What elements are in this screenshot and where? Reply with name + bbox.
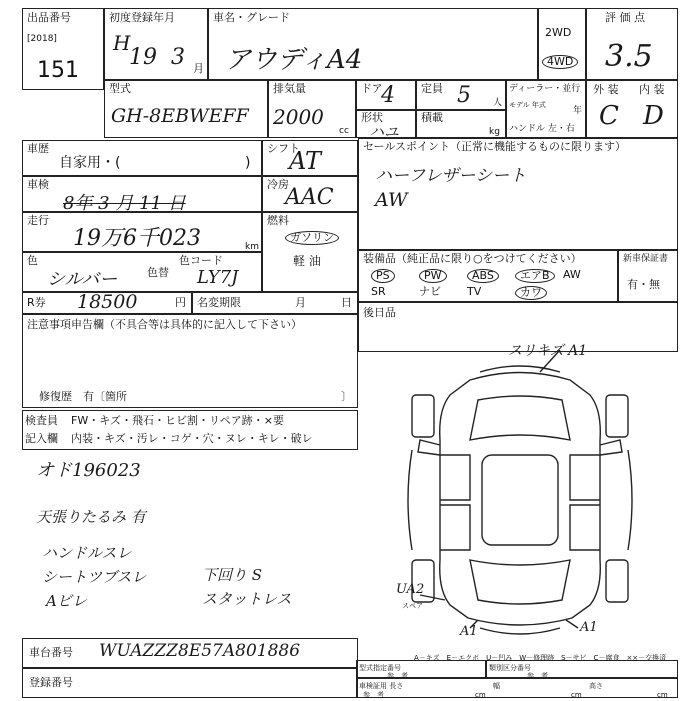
sales-line-2: AW [375, 189, 408, 211]
grade-value: 3.5 [605, 39, 653, 74]
year-bracket: [2018] [27, 34, 57, 44]
diagram-legend: A－キズ E－エクボ U－凹み W－修理跡 S－サビ C－腐食 ××－交換済 [414, 654, 667, 662]
note-handle: ハンドルスレ [42, 544, 132, 562]
shift-value: AT [289, 147, 322, 175]
category-label: 類別区分番号 [489, 664, 531, 672]
equipment-item: AW [563, 268, 581, 281]
recycle-unit: 円 [175, 296, 186, 309]
name-change-label: 名変期限 [197, 296, 241, 309]
capacity-unit: 人 [493, 98, 503, 108]
disp-value: 2000 [273, 105, 324, 129]
month-unit: 月 [193, 62, 204, 75]
color-code-value: LY7J [197, 267, 239, 288]
type-label: 型式 [109, 82, 131, 95]
height-cm: cm [657, 691, 668, 699]
inspector-label-2: 記入欄 [25, 432, 58, 445]
equipment-item: SR [371, 285, 386, 298]
month-label: 月 [295, 296, 306, 309]
inspector-label-1: 検査員 [25, 414, 58, 427]
length-cm: cm [475, 691, 486, 699]
length-label: 車検証用 長さ [359, 682, 404, 690]
diagram-ua2: UA2 [396, 582, 425, 597]
cert-box [356, 660, 486, 678]
note-studless: スタットレス [202, 590, 292, 608]
chassis-box [22, 638, 358, 668]
reg-box [22, 668, 358, 698]
shape-value: ハユ [369, 123, 400, 141]
note-underbody: 下回り S [202, 566, 263, 584]
diagram-a1-right: A1 [580, 620, 598, 635]
fuel-label: 燃料 [267, 214, 289, 227]
inspector-line-1: FW・キズ・飛石・ヒビ割・リペア跡・×要 [71, 414, 284, 427]
width-label: 幅 [493, 682, 500, 690]
exterior-label: 外 装 [593, 83, 619, 96]
first-reg-label: 初度登録年月 [109, 11, 175, 24]
equipment-item: カワ [515, 286, 547, 300]
type-value: GH-8EBWEFF [111, 105, 249, 127]
color-value: シルバー [47, 269, 118, 290]
disp-unit: cc [339, 126, 349, 136]
shaken-value: 8年 3 月 11 日 [63, 193, 186, 214]
equipment-item: TV [467, 285, 482, 298]
capacity-label: 定員 [421, 82, 443, 95]
mileage-value: 19万6千023 [73, 226, 201, 251]
cert-sub: 参 考 [387, 672, 408, 680]
shift-label: シフト [267, 142, 300, 155]
fuel-alt: 軽 油 [293, 254, 321, 268]
model-label: 車名・グレード [213, 11, 290, 24]
exterior-grade: C [599, 101, 619, 131]
equipment-label: 装備品（純正品に限り○をつけてください） [363, 252, 582, 265]
repair-label: 修復歴 有〔箇所 [39, 390, 127, 403]
doors-label: ドア [361, 82, 383, 95]
mileage-label: 走行 [27, 214, 49, 227]
usage-value: 自家用・( [59, 155, 121, 171]
recycle-label: R券 [27, 296, 46, 309]
disp-label: 排気量 [273, 82, 306, 95]
model-year-label: モデル 年式 [509, 101, 546, 109]
usage-label: 車歴 [27, 142, 49, 155]
after-label: 後日品 [363, 306, 396, 319]
repair-close: 〕 [341, 390, 352, 403]
grade-label: 評 価 点 [605, 11, 645, 24]
declare-label: 注意事項申告欄（不具合等は具体的に記入して下さい） [27, 318, 302, 331]
note-odo: オド196023 [36, 460, 141, 481]
mileage-unit: km [245, 242, 259, 252]
equipment-item: ナビ [419, 285, 441, 298]
height-label: 高さ [589, 682, 603, 690]
load-unit: kg [489, 127, 500, 137]
recycle-value: 18500 [77, 291, 138, 313]
shaken-label: 車検 [27, 178, 49, 191]
ac-value: AAC [285, 185, 334, 210]
equipment-item: エアB [515, 269, 555, 283]
inspector-line-2: 内装・キズ・汚レ・コゲ・穴・ヌレ・キレ・破レ [71, 432, 313, 445]
chassis-label: 車台番号 [29, 646, 73, 659]
day-label: 日 [341, 296, 352, 309]
load-label: 積載 [421, 111, 443, 124]
reg-label: 登録番号 [29, 676, 73, 689]
category-sub: 参 考 [527, 672, 548, 680]
cert-label: 型式指定番号 [359, 664, 401, 672]
capacity-value: 5 [457, 83, 471, 108]
interior-label: 内 装 [639, 83, 665, 96]
model-value: アウディA4 [225, 45, 363, 75]
dealer-label: ディーラー・並行 [509, 84, 581, 94]
diagram-a1-left: A1 [460, 624, 478, 639]
sales-line-1: ハーフレザーシート [375, 166, 527, 186]
shape-label: 形状 [361, 111, 383, 124]
lot-label: 出品番号 [27, 11, 71, 24]
interior-grade: D [643, 101, 664, 131]
color-label: 色 [27, 254, 38, 267]
warranty-value: 有・無 [627, 278, 660, 291]
note-headliner: 天張りたるみ 有 [36, 508, 146, 526]
diagram-top-label: スリキズ A1 [508, 343, 588, 359]
diagram-ua2-sub: スペア [402, 602, 423, 610]
month-value: 3 [171, 45, 185, 70]
doors-value: 4 [381, 83, 395, 108]
sales-label: セールスポイント（正常に機能するものに限ります） [363, 140, 627, 153]
lot-number: 151 [37, 58, 79, 83]
chassis-value: WUAZZZ8E57A801886 [99, 641, 301, 661]
drive-4wd: 4WD [542, 55, 578, 69]
year-unit: 年 [573, 106, 583, 116]
note-seat: シートツブスレ [42, 568, 147, 586]
width-cm: cm [571, 691, 582, 699]
note-pillar: Aビレ [46, 592, 87, 610]
ac-label: 冷房 [267, 178, 289, 191]
dims-box [356, 678, 678, 698]
category-box [486, 660, 678, 678]
warranty-label: 新車保証書 [623, 254, 669, 264]
equipment-item: PW [419, 269, 447, 283]
year-value: 19 [129, 45, 157, 70]
equipment-item: PS [371, 269, 395, 283]
drive-2wd: 2WD [545, 26, 572, 39]
fuel-value: ガソリン [285, 231, 339, 245]
length-sub: 参 考 [363, 691, 384, 699]
color-change-label: 色替 [147, 266, 169, 279]
color-code-label: 色コード [179, 254, 223, 267]
era-value: H [113, 31, 131, 55]
usage-close: ) [245, 155, 251, 171]
equipment-item: ABS [467, 269, 499, 283]
handle-label: ハンドル 左・右 [509, 124, 575, 134]
